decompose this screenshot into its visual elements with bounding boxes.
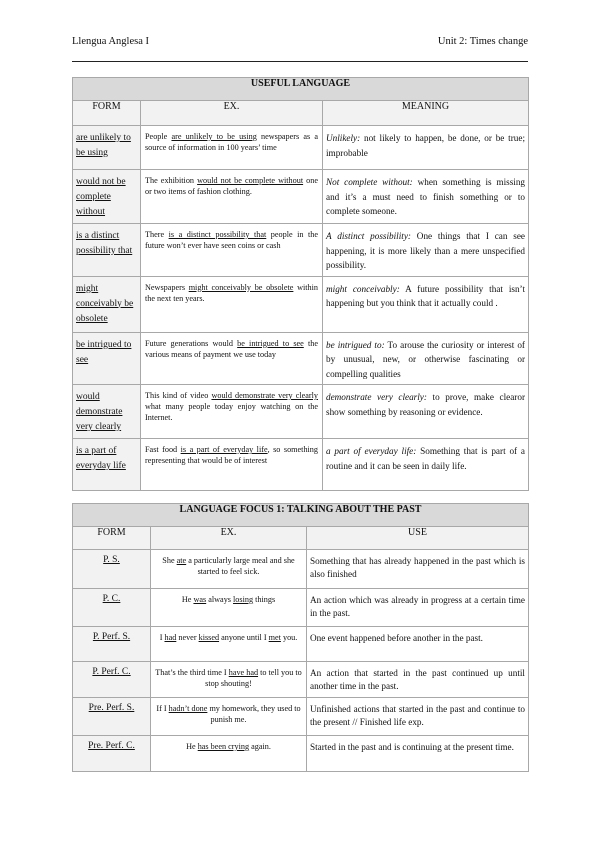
example-text: things (253, 595, 276, 604)
table-title: USEFUL LANGUAGE (73, 78, 529, 101)
example-cell (141, 276, 323, 332)
form-label: P. C. (102, 594, 121, 604)
example-cell (151, 698, 307, 736)
example-text: one or two items of fashion clothing. (145, 176, 318, 197)
header-course: Llengua Anglesa I (72, 36, 149, 47)
example-highlight: would not be complete without (197, 176, 304, 185)
example-highlight: be intrigued to see (237, 338, 304, 348)
example-text: you. (280, 633, 298, 642)
form-cell (73, 550, 151, 589)
use-cell: Something that has already happened in the past which is also finished (307, 550, 529, 589)
example-highlight: have had (228, 668, 259, 677)
form-cell (73, 662, 151, 698)
table-row (73, 698, 529, 736)
example-highlight: are unlikely to be using (171, 132, 257, 141)
meaning-term: be intrigued to: (326, 339, 385, 350)
example-cell (151, 736, 307, 772)
table-row (73, 170, 529, 224)
meaning-cell (323, 170, 529, 224)
form-label: P. S. (103, 555, 120, 565)
example-text: again. (249, 742, 271, 751)
example-highlight: has been crying (197, 742, 250, 751)
table-row (73, 662, 529, 698)
table-row (73, 126, 529, 170)
example-text: my homework, they used to punish me. (207, 704, 301, 725)
example-cell (141, 385, 323, 439)
meaning-term: might conceivably: (326, 283, 400, 294)
example-text: This kind of video (145, 391, 212, 400)
example-cell (151, 589, 307, 627)
meaning-cell (323, 385, 529, 439)
column-header-meaning: MEANING (323, 101, 529, 126)
example-cell (141, 332, 323, 385)
use-cell: One event happened before another in the past. (307, 627, 529, 662)
table-row (73, 550, 529, 589)
table-title: LANGUAGE FOCUS 1: TALKING ABOUT THE PAST (73, 504, 529, 527)
form-cell (73, 698, 151, 736)
example-text: The exhibition (145, 176, 198, 185)
form-label: Pre. Perf. C. (88, 741, 135, 751)
meaning-text: To arouse the curiosity or interest of by unusual, new, or otherwise fascinating or compelling qualities (326, 339, 526, 379)
example-text: He (181, 595, 194, 604)
form-cell: would demonstrate very clearly (73, 385, 141, 439)
meaning-cell (323, 439, 529, 491)
example-cell (151, 550, 307, 589)
form-cell: would not be complete without (73, 170, 141, 224)
table-row (73, 589, 529, 627)
form-cell: is a part of everyday life (73, 439, 141, 491)
column-header-ex: EX. (141, 101, 323, 126)
useful-language-table (72, 77, 529, 491)
meaning-text: when something is missing and it’s a must need to finish something or to complete someone. (326, 177, 526, 216)
example-text: always (206, 595, 234, 604)
example-text: a particularly large meal and she started to feel sick. (186, 556, 295, 577)
meaning-text: A future possibility that isn’t happening but you think that it actually could . (326, 283, 526, 308)
meaning-term: Not complete without: (326, 177, 413, 187)
form-label: P. Perf. S. (92, 632, 131, 642)
example-text: People (145, 132, 172, 141)
form-cell: are unlikely to be using (73, 126, 141, 170)
example-text: He (186, 742, 198, 751)
example-highlight: hadn’t done (168, 704, 208, 713)
use-cell: Unfinished actions that started in the past and continue to the present // Finished life exp. (307, 698, 529, 736)
meaning-text: not likely to happen, be done, or be true; improbable (326, 133, 526, 158)
meaning-cell (323, 332, 529, 385)
example-cell (141, 224, 323, 277)
example-text: If I (156, 704, 169, 713)
example-text: anyone until I (219, 633, 269, 642)
language-focus-table (72, 503, 529, 772)
form-cell: might conceivably be obsolete (73, 276, 141, 332)
example-cell (151, 662, 307, 698)
column-header-form: FORM (73, 101, 141, 126)
table-row (73, 224, 529, 277)
form-cell (73, 589, 151, 627)
example-highlight: would demonstrate very clearly (211, 391, 318, 400)
example-text: She (162, 556, 177, 565)
example-text: the various means of payment we use today (145, 338, 318, 359)
column-header-form: FORM (73, 527, 151, 550)
example-cell (151, 627, 307, 662)
example-highlight: might conceivably be obsolete (188, 282, 294, 292)
example-text: never (176, 633, 199, 642)
meaning-term: A distinct possibility: (326, 231, 411, 241)
table-row (73, 332, 529, 385)
table-row (73, 385, 529, 439)
table-row (73, 276, 529, 332)
table-row (73, 627, 529, 662)
table-row (73, 439, 529, 491)
example-text: There (145, 230, 169, 239)
example-text: I (159, 633, 165, 642)
meaning-cell (323, 276, 529, 332)
form-label: P. Perf. C. (92, 667, 131, 677)
example-highlight: was (193, 595, 207, 604)
use-cell: An action which was already in progress at a certain time in the past. (307, 589, 529, 627)
example-text: , so something representing that would be of interest (145, 445, 318, 466)
example-highlight: had (164, 633, 177, 642)
column-header-use: USE (307, 527, 529, 550)
example-cell (141, 126, 323, 170)
example-text: within the next ten years. (145, 282, 318, 303)
example-text: newspapers as a source of information in 100 years’ time (145, 132, 318, 153)
meaning-term: a part of everyday life: (326, 446, 417, 456)
form-cell: be intrigued to see (73, 332, 141, 385)
header-unit: Unit 2: Times change (437, 36, 528, 47)
use-cell: An action that started in the past continued up until another time in the past. (307, 662, 529, 698)
column-header-ex: EX. (151, 527, 307, 550)
example-cell (141, 439, 323, 491)
example-text: Future generations would (145, 338, 238, 348)
example-highlight: ate (176, 556, 187, 565)
example-highlight: is a distinct possibility that (168, 230, 267, 239)
form-cell (73, 736, 151, 772)
meaning-text: One things that I can see happening, it is more likely than a mere unspecified possibility. (326, 231, 526, 270)
form-cell (73, 627, 151, 662)
example-highlight: met (268, 633, 281, 642)
meaning-text: to prove, make clearor show something by reasoning or evidence. (326, 392, 526, 417)
example-highlight: is a part of everyday life (180, 445, 268, 454)
meaning-cell (323, 224, 529, 277)
example-text: to tell you to stop shouting! (205, 668, 302, 689)
meaning-text: Something that is part of a routine and it can be seen in daily life. (326, 446, 526, 471)
example-cell (141, 170, 323, 224)
meaning-cell (323, 126, 529, 170)
form-cell: is a distinct possibility that (73, 224, 141, 277)
example-text: what many people today enjoy watching on the Internet. (145, 402, 318, 423)
example-highlight: losing (233, 595, 254, 604)
use-cell: Started in the past and is continuing at the present time. (307, 736, 529, 772)
form-label: Pre. Perf. S. (88, 703, 135, 713)
example-text: Fast food (145, 445, 181, 454)
table-row (73, 736, 529, 772)
example-highlight: kissed (198, 633, 220, 642)
header-divider (72, 61, 528, 62)
meaning-term: demonstrate very clearly: (326, 392, 427, 402)
example-text: That’s the third time I (155, 668, 229, 677)
meaning-term: Unlikely: (326, 133, 361, 143)
example-text: Newspapers (145, 282, 189, 292)
example-text: people in the future won’t ever have seen coins or cash (145, 230, 318, 251)
